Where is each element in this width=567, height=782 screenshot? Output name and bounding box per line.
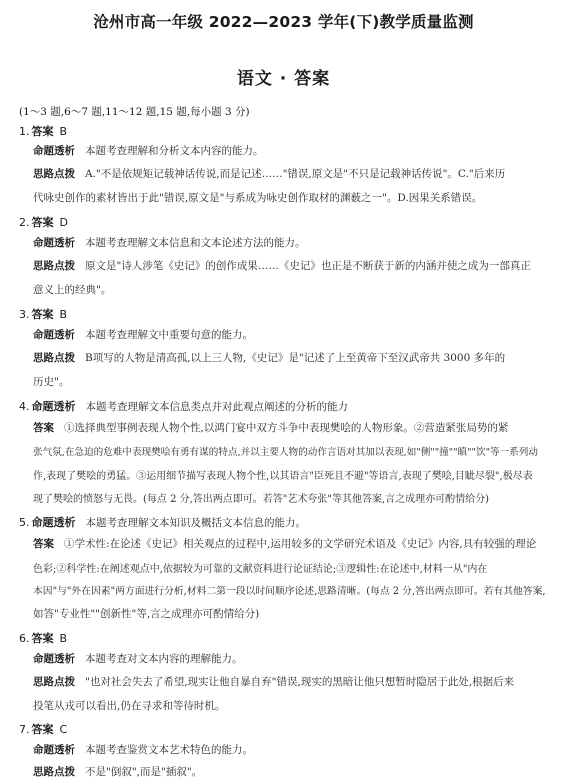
question-7-answer: 7. 答案 C: [19, 723, 68, 736]
question-4-answer-cont-2: 作,表现了樊哙的勇猛。③运用细节描写表现人物个性,以其语言"臣死且不避"等语言,表现了樊哙,目眦尽裂",极尽表: [33, 471, 533, 482]
question-2-answer: 2. 答案 D: [19, 216, 68, 229]
question-5-answer: 答案 ①学术性:在论述《史记》相关观点的过程中,运用较多的文学研究术语及《史记》内容,具有较强的理论: [33, 538, 537, 550]
question-6-hint: 思路点拨 "也对社会失去了希望,现实让他自暴自弃"错误,现实的黑暗让他只想暂时隐居于此处,根据后来: [33, 676, 515, 688]
question-1-analysis: 命题透析 本题考查理解和分析文本内容的能力。: [33, 145, 264, 157]
question-3-hint: 思路点拨 B项写的人物是清高孤,以上三人物,《史记》是"记述了上至黄帝下至汉武帝共 3000 多年的: [33, 352, 506, 364]
question-7-hint: 思路点拨 不是"倒叙",而是"插叙"。: [33, 766, 203, 778]
question-5-answer-cont-1: 色彩;②科学性:在阐述观点中,依据较为可靠的文献资料进行论证结论;③逻辑性:在论述中,材料一从"内在: [33, 564, 488, 575]
question-3-answer: 3. 答案 B: [19, 308, 68, 321]
question-3-hint-cont: 历史"。: [33, 376, 70, 388]
document-subtitle: 语文 · 答案: [236, 69, 331, 89]
question-4-analysis: 4. 命题透析 本题考查理解文本信息类点并对此观点阐述的分析的能力: [19, 400, 348, 413]
question-4-answer-cont-1: 张气氛,在急迫的危难中表现樊哙有勇有谋的特点,并以主要人物的动作言语对其加以表现,如"侧""撞""瞋""饮"等一系列动: [33, 447, 538, 458]
document-title: 沧州市高一年级 2022—2023 学年(下)教学质量监测: [93, 13, 474, 31]
question-1-hint-cont: 代咏史创作的素材皆出于此"错误,原文是"与系成为咏史创作取材的渊薮之一"。D.因果关系错误。: [33, 192, 483, 204]
scope-note: (1～3 题,6～7 题,11～12 题,15 题,每小题 3 分): [19, 106, 250, 118]
question-5-analysis: 5. 命题透析 本题考查理解文本知识及概括文本信息的能力。: [19, 516, 306, 529]
question-4-answer: 答案 ①选择典型事例表现人物个性,以鸿门宴中双方斗争中表现樊哙的人物形象。②营造紧张局势的紧: [33, 422, 509, 434]
question-1-answer: 1. 答案 B: [19, 125, 68, 138]
question-2-analysis: 命题透析 本题考查理解文本信息和文本论述方法的能力。: [33, 237, 306, 249]
question-6-analysis: 命题透析 本题考查对文本内容的理解能力。: [33, 653, 243, 665]
question-2-hint: 思路点拨 原文是"诗人涉笔《史记》的创作成果……《史记》也正是不断获于新的内涵并使之成为一部真正: [33, 260, 531, 272]
question-5-answer-cont-2: 本因"与"外在因素"两方面进行分析,材料二第一段以时间顺序论述,思路清晰。(每点 2 分,答出两点即可。若有其他答案,: [33, 586, 546, 597]
question-7-analysis: 命题透析 本题考查鉴赏文本艺术特色的能力。: [33, 744, 253, 756]
question-3-analysis: 命题透析 本题考查理解文中重要句意的能力。: [33, 329, 253, 341]
question-4-answer-cont-3: 现了樊哙的愤怒与无畏。(每点 2 分,答出两点即可。若答"艺术夸张"等其他答案,言之成理亦可酌情给分): [33, 494, 490, 505]
question-5-answer-cont-3: 如答"专业性""创新性"等,言之成理亦可酌情给分): [33, 608, 260, 620]
question-6-answer: 6. 答案 B: [19, 632, 68, 645]
question-6-hint-cont: 投笔从戎可以看出,仍在寻求和等待时机。: [33, 700, 226, 712]
question-1-hint: 思路点拨 A."不是依规矩记载神话传说,而是记述……"错误,原文是"不只是记载神话传说"。C."后来历: [33, 168, 506, 180]
question-2-hint-cont: 意义上的经典"。: [33, 284, 112, 296]
